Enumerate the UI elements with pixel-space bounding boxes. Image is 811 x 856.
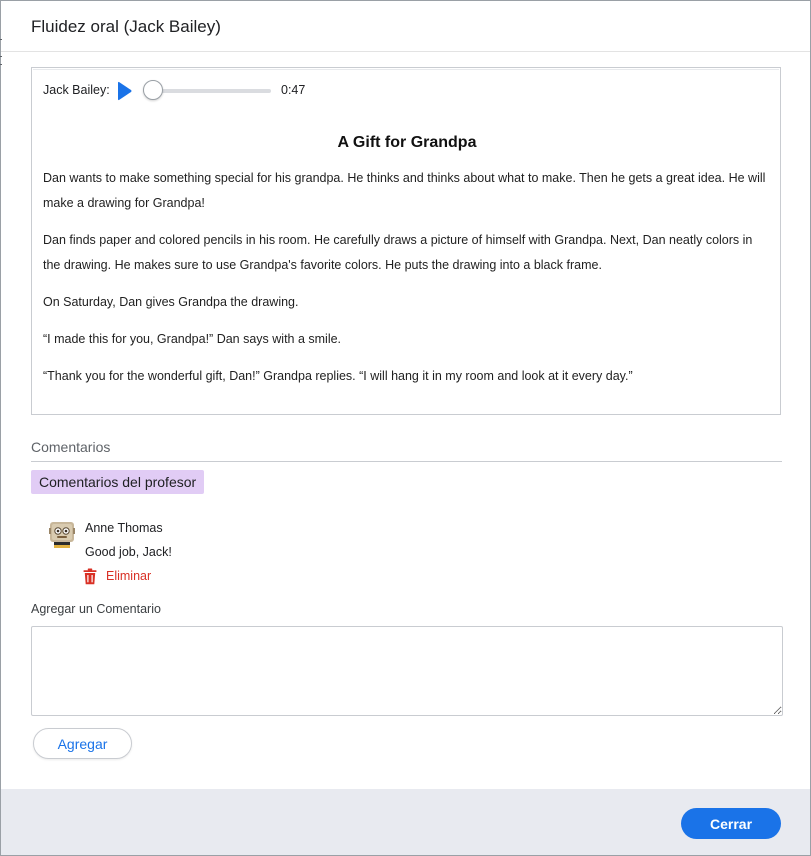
dialog-header bbox=[1, 1, 810, 52]
comment-text: Good job, Jack! bbox=[85, 545, 172, 559]
avatar-icon bbox=[48, 520, 76, 550]
window-edge-mark bbox=[0, 39, 2, 40]
story-paragraph: Dan finds paper and colored pencils in his room. He carefully draws a picture of himself with Grandpa. Next, Dan neatly colors in the drawing. He makes sure to use Grandpa's favorite colors. He puts the drawing into a black frame. bbox=[43, 233, 753, 272]
player-student-name: Jack Bailey: bbox=[43, 83, 110, 97]
story-paragraph: Dan wants to make something special for his grandpa. He thinks and thinks about what to make. Then he gets a great idea. He will make a drawing for Grandpa! bbox=[43, 171, 766, 210]
comment-input[interactable] bbox=[31, 626, 783, 716]
audio-player bbox=[43, 80, 343, 102]
dialog-title: Fluidez oral (Jack Bailey) bbox=[31, 17, 221, 36]
comments-divider bbox=[31, 461, 782, 462]
audio-progress-slider[interactable] bbox=[143, 80, 271, 102]
window-edge-mark bbox=[0, 64, 2, 65]
story-paragraph: On Saturday, Dan gives Grandpa the drawing. bbox=[43, 295, 299, 309]
close-button[interactable]: Cerrar bbox=[681, 808, 781, 839]
dialog-footer bbox=[1, 789, 810, 855]
story-body bbox=[43, 166, 771, 401]
comment-item bbox=[48, 519, 448, 589]
delete-comment-label: Eliminar bbox=[106, 569, 152, 583]
comments-section-label: Comentarios bbox=[31, 439, 111, 455]
comment-author: Anne Thomas bbox=[85, 521, 163, 535]
play-icon bbox=[117, 80, 133, 102]
play-button[interactable] bbox=[117, 80, 133, 102]
add-comment-button[interactable]: Agregar bbox=[33, 728, 132, 759]
story-title: A Gift for Grandpa bbox=[337, 134, 477, 151]
add-comment-label: Agregar un Comentario bbox=[31, 602, 161, 616]
audio-duration: 0:47 bbox=[281, 83, 306, 97]
slider-thumb[interactable] bbox=[143, 80, 163, 100]
story-paragraph: “Thank you for the wonderful gift, Dan!” Grandpa replies. “I will hang it in my room and look at it every day.” bbox=[43, 369, 633, 383]
trash-icon bbox=[83, 568, 97, 585]
window-edge-mark bbox=[0, 56, 2, 57]
teacher-comments-tag: Comentarios del profesor bbox=[31, 470, 204, 494]
panel-top-border bbox=[33, 69, 779, 70]
reading-panel bbox=[31, 67, 781, 415]
story-paragraph: “I made this for you, Grandpa!” Dan says with a smile. bbox=[43, 332, 342, 346]
